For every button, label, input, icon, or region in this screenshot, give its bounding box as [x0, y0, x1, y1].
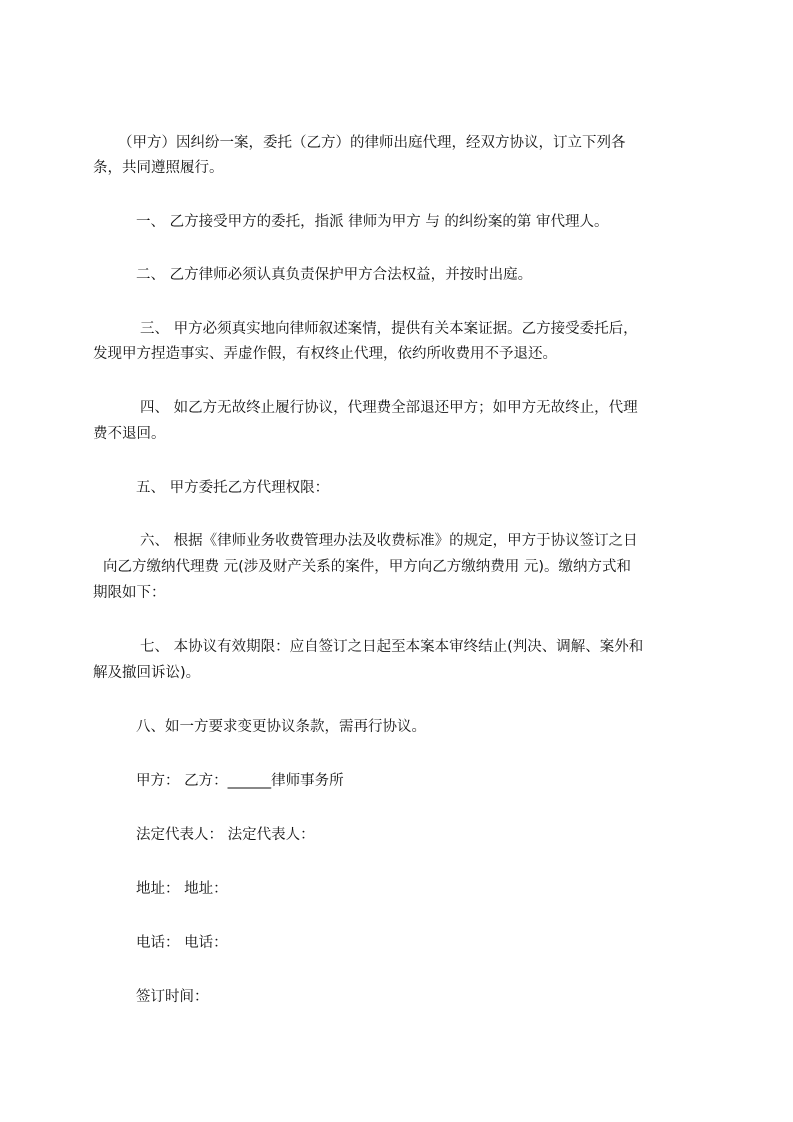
clause-1: 一、 乙方接受甲方的委托，指派 律师为甲方 与 的纠纷案的第 审代理人。 — [136, 214, 609, 230]
intro-line-2: 条，共同遵照履行。 — [93, 160, 224, 176]
clause-8: 八、如一方要求变更协议条款，需再行协议。 — [136, 719, 426, 735]
signature-legal-rep: 法定代表人： 法定代表人： — [136, 827, 315, 843]
signature-address: 地址： 地址： — [136, 881, 228, 897]
clause-3-line-1: 三、 甲方必须真实地向律师叙述案情，提供有关本案证据。乙方接受委托后， — [140, 321, 638, 337]
signature-parties: 甲方： 乙方：______律师事务所 — [136, 773, 344, 789]
intro-line-1: （甲方）因纠纷一案，委托（乙方）的律师出庭代理，经双方协议，订立下列各 — [118, 135, 626, 151]
clause-6-line-2: 向乙方缴纳代理费 元(涉及财产关系的案件，甲方向乙方缴纳费用 元)。缴纳方式和 — [103, 559, 632, 575]
signature-sign-time: 签订时间： — [136, 989, 209, 1005]
clause-6-line-3: 期限如下： — [93, 585, 166, 601]
clause-7-line-2: 解及撤回诉讼)。 — [93, 665, 201, 681]
clause-2: 二、 乙方律师必须认真负责保护甲方合法权益，并按时出庭。 — [136, 267, 533, 283]
clause-5: 五、 甲方委托乙方代理权限： — [136, 480, 330, 496]
clause-3-line-2: 发现甲方捏造事实、弄虚作假，有权终止代理，依约所收费用不予退还。 — [93, 346, 557, 362]
clause-7-line-1: 七、 本协议有效期限：应自签订之日起至本案本审终结止(判决、调解、案外和 — [140, 639, 644, 655]
clause-4-line-1: 四、 如乙方无故终止履行协议，代理费全部退还甲方；如甲方无故终止，代理 — [140, 400, 638, 416]
signature-phone: 电话： 电话： — [136, 935, 228, 951]
clause-6-line-1: 六、 根据《律师业务收费管理办法及收费标准》的规定，甲方于协议签订之日 — [140, 533, 638, 549]
clause-4-line-2: 费不退回。 — [93, 426, 166, 442]
